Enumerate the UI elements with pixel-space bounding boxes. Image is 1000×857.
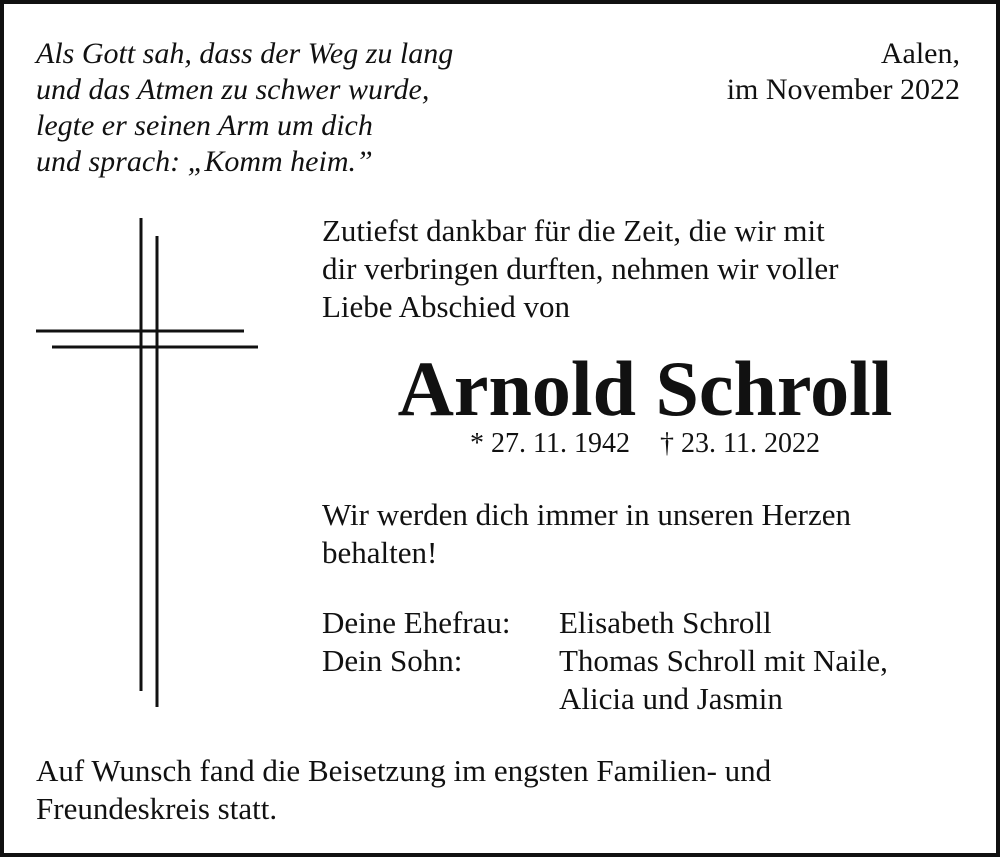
mourner-name: Elisabeth Schroll — [559, 605, 772, 640]
relation-label: Deine Ehefrau: — [322, 605, 511, 640]
place-date: im November 2022 — [726, 73, 960, 106]
sentiment-line: Wir werden dich immer in unseren Herzen — [322, 497, 851, 532]
farewell-sentiment — [322, 496, 851, 572]
closing-line: Freundeskreis statt. — [36, 791, 278, 826]
mourners-list — [322, 604, 888, 718]
mourner-row — [322, 642, 888, 718]
motto-line: und das Atmen zu schwer wurde, — [36, 73, 430, 106]
relation-label: Dein Sohn: — [322, 643, 463, 678]
mourner-row — [322, 604, 888, 642]
intro-line: dir verbringen durften, nehmen wir voller — [322, 251, 839, 286]
place-city: Aalen, — [880, 37, 960, 70]
place-and-date — [727, 36, 960, 108]
mourner-names — [559, 642, 888, 718]
closing-line: Auf Wunsch fand die Beisetzung im engsten Familien- und — [36, 753, 772, 788]
death-date: † 23. 11. 2022 — [660, 428, 820, 459]
motto-line: und sprach: „Komm heim.” — [36, 145, 373, 178]
intro-line: Zutiefst dankbar für die Zeit, die wir mit — [322, 213, 825, 248]
sentiment-line: behalten! — [322, 535, 438, 570]
burial-note — [36, 752, 771, 828]
motto-line: Als Gott sah, dass der Weg zu lang — [36, 37, 454, 70]
motto-line: legte er seinen Arm um dich — [36, 109, 373, 142]
mourner-names — [559, 604, 772, 642]
deceased-name: Arnold Schroll — [397, 345, 893, 432]
cross-icon — [4, 4, 304, 724]
birth-date: * 27. 11. 1942 — [470, 428, 630, 459]
mourner-name: Thomas Schroll mit Naile, — [559, 643, 888, 678]
intro-line: Liebe Abschied von — [322, 289, 570, 324]
life-dates — [322, 426, 968, 462]
intro-text — [322, 212, 839, 326]
mourner-name: Alicia und Jasmin — [559, 681, 783, 716]
